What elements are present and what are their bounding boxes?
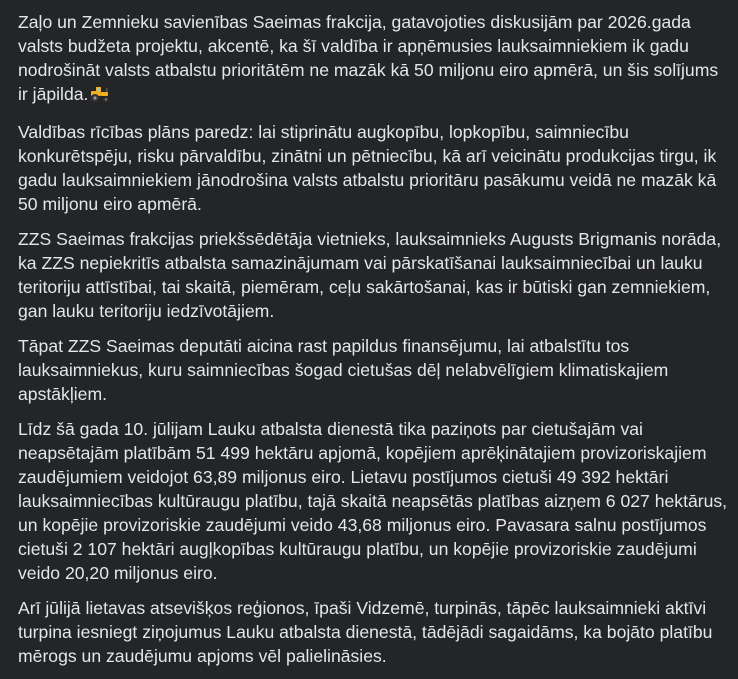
post-paragraph-6: Arī jūlijā lietavas atsevišķos reģionos, īpaši Vidzemē, turpinās, tāpēc lauksaimnieki aktīvi turpina iesniegt ziņojumus Lauku atbalsta dienestā, tādējādi sagaidāms, ka bojāto platību mērogs un zaudējumu apjoms vēl palielināsies. [18, 598, 713, 666]
post-paragraph-3: ZZS Saeimas frakcijas priekšsēdētāja vietnieks, lauksaimnieks Augusts Brigmanis norāda, ka ZZS nepiekritīs atbalsta samazinājumam vai pārskatīšanai lauksaimniecībai un lauku teritoriju attīstībai, tai skaitā, piemēram, ceļu sakārtošanai, kas ir būtiski gan zemniekiem, gan lauku teritoriju iedzīvotājiem. [18, 229, 722, 321]
post-paragraph-4: Tāpat ZZS Saeimas deputāti aicina rast papildus finansējumu, lai atbalstītu tos lauksaimniekus, kuru saimniecības šogad cietušas dēļ nelabvēlīgiem klimatiskajiem apstākļiem. [18, 336, 669, 404]
post-paragraph-1 [18, 10, 730, 109]
post-paragraph-2: Valdības rīcības plāns paredz: lai stiprinātu augkopību, lopkopību, saimniecību konkurētspēju, risku pārvaldību, zinātni un pētniecību, kā arī veicinātu produkcijas tirgu, ik gadu lauksaimniekiem jānodrošina valsts atbalstu prioritāru pasākumu veidā ne mazāk kā 50 miljonu eiro apmērā. [18, 122, 717, 214]
post-body [18, 10, 730, 679]
paragraph-text: Zaļo un Zemnieku savienības Saeimas frakcija, gatavojoties diskusijām par 2026.gada valsts budžeta projektu, akcentē, ka šī valdība ir apņēmusies lauksaimniekiem ik gadu nodrošināt valsts atbalstu prioritātēm ne mazāk kā 50 miljonu eiro apmērā, un šis solījums ir jāpilda. [18, 12, 719, 104]
tractor-icon [89, 85, 111, 109]
post-paragraph-5: Līdz šā gada 10. jūlijam Lauku atbalsta dienestā tika paziņots par cietušajām vai neapsētajām platībām 51 499 hektāru apjomā, kopējiem aprēķinātajiem provizoriskajiem zaudējumiem veidojot 63,89 miljonus eiro. Lietavu postījumos cietuši 49 392 hektāri lauksaimniecības kultūraugu platību, tajā skaitā neapsētās platības aizņem 6 027 hektārus, un kopējie provizoriskie zaudējumi veido 43,68 miljonus eiro. Pavasara salnu postījumos cietuši 2 107 hektāri augļkopības kultūraugu platību, un kopējie provizoriskie zaudējumi veido 20,20 miljonus eiro. [18, 419, 728, 583]
